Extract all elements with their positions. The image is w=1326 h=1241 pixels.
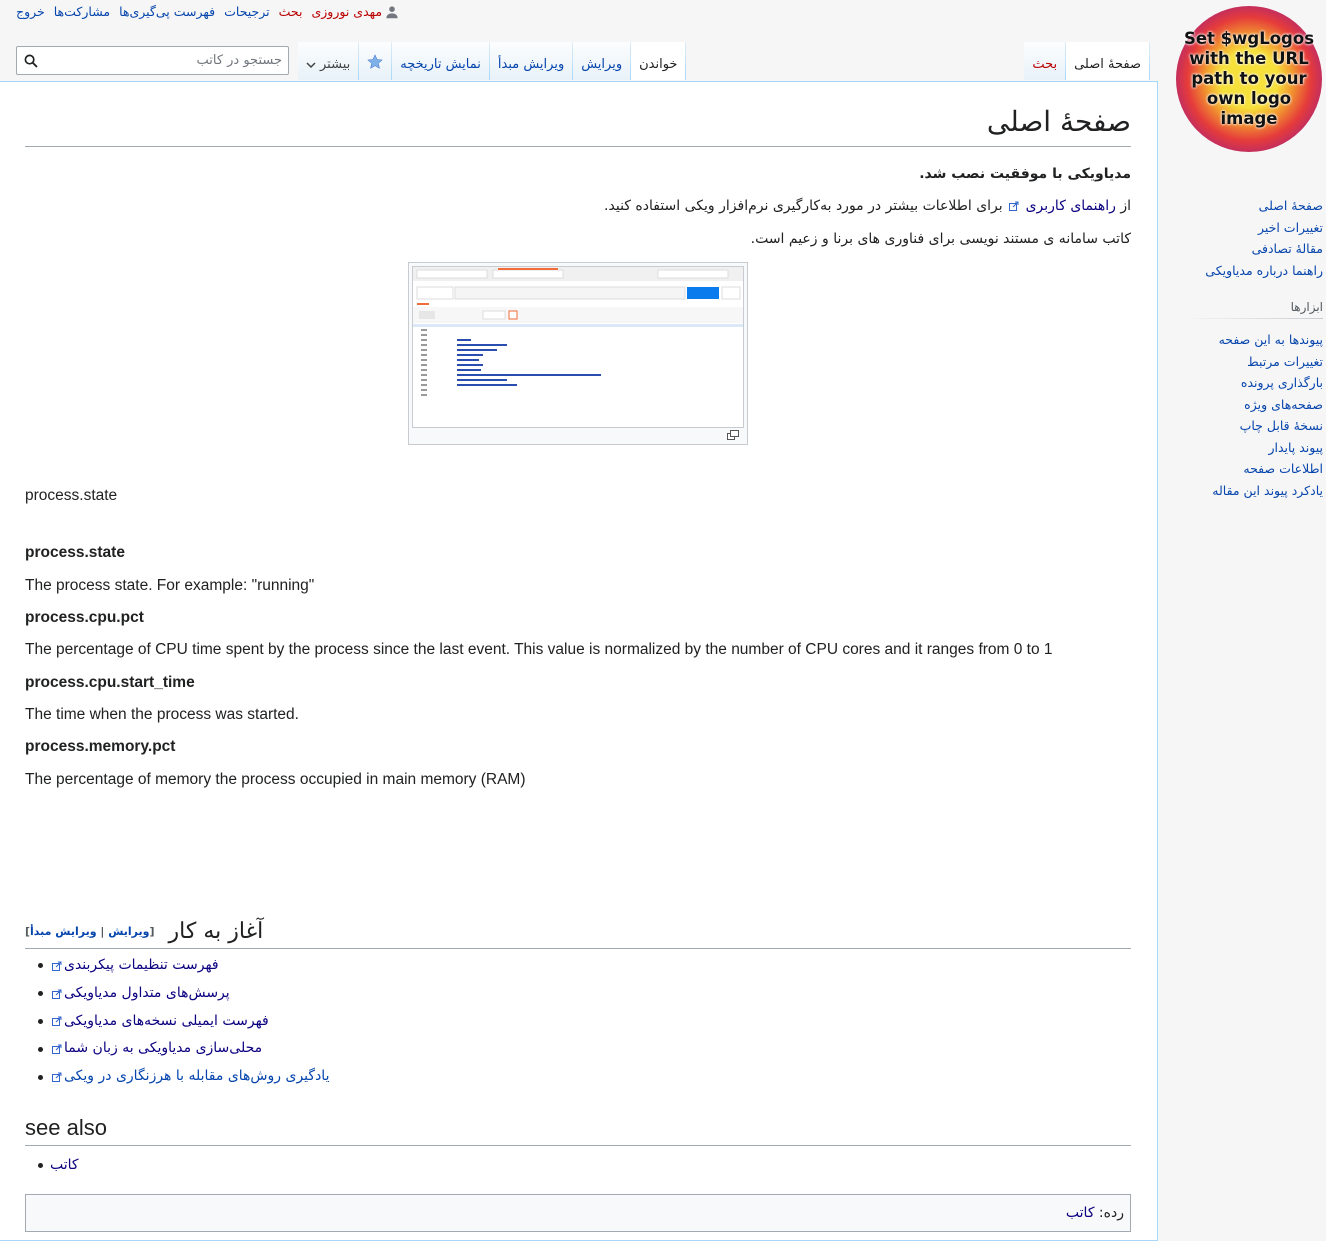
external-link-icon [52, 961, 62, 971]
page-title: صفحهٔ اصلی [25, 100, 1131, 147]
logo-text: Set $wgLogos with the URL path to your own logo image [1183, 29, 1315, 128]
bullet [38, 963, 43, 968]
search-button[interactable] [17, 47, 45, 74]
logout-link[interactable]: خروج [16, 4, 45, 19]
user-guide-link[interactable]: راهنمای کاربری [1025, 198, 1116, 214]
category-links [25, 1194, 1131, 1232]
thumbnail-graphic [413, 267, 743, 427]
tool-what-links-here[interactable]: پیوندها به این صفحه [1218, 332, 1323, 347]
search-box [16, 46, 289, 75]
list-item [38, 980, 329, 1008]
bullet [38, 1075, 43, 1080]
contributions-link[interactable]: مشارکت‌ها [53, 4, 111, 19]
sidebar-tools [1212, 329, 1323, 501]
external-link-icon [1009, 201, 1019, 211]
section-title: آغاز به کار [168, 918, 264, 944]
category-katib-link[interactable]: کاتب [1065, 1205, 1095, 1221]
external-link-icon [52, 1044, 62, 1054]
thumbnail-image [412, 266, 744, 428]
getting-started-list [38, 952, 329, 1091]
tool-upload-file[interactable]: بارگذاری پرونده [1240, 375, 1323, 390]
tool-permanent-link[interactable]: پیوند پایدار [1268, 439, 1323, 455]
sidebar [1158, 0, 1326, 1234]
sidebar-item-help[interactable]: راهنما درباره مدیاویکی [1205, 262, 1323, 278]
list-item [38, 1008, 329, 1036]
magnify-icon[interactable] [727, 430, 739, 440]
list-item [38, 952, 329, 980]
tab-history[interactable] [392, 42, 490, 80]
guide-paragraph [25, 198, 1131, 214]
more-menu-button[interactable] [298, 42, 359, 80]
bullet [38, 1047, 43, 1052]
guide-suffix: برای اطلاعات بیشتر در مورد به‌کارگیری نرم‌افزار ویکی استفاده کنید. [604, 198, 1003, 214]
tab-edit-source[interactable] [490, 42, 573, 80]
chevron-down-icon [306, 60, 316, 70]
tab-talk[interactable] [1024, 42, 1066, 80]
user-icon [385, 5, 399, 19]
field-description: The process state. For example: "running" [25, 577, 315, 594]
section-edit-links: [ویرایش | ویرایش مبدأ] [25, 924, 155, 938]
tool-special-pages[interactable]: صفحه‌های ویژه [1244, 396, 1323, 412]
field-description: The percentage of memory the process occupied in main memory (RAM) [25, 771, 526, 788]
tool-printable-version[interactable]: نسخهٔ قابل چاپ [1239, 418, 1323, 433]
katib-link[interactable]: کاتب [50, 1157, 79, 1173]
field-name: process.cpu.start_time [25, 674, 195, 691]
sidebar-item-main-page[interactable]: صفحهٔ اصلی [1258, 198, 1323, 213]
user-page-link[interactable]: مهدی نوروزی [311, 4, 383, 19]
bullet [38, 1019, 43, 1024]
external-link-icon [52, 989, 62, 999]
install-message: مدیاویکی با موفقیت نصب شد. [919, 166, 1131, 182]
section-edit-source-link[interactable]: ویرایش مبدأ [30, 924, 97, 938]
watch-star-button[interactable] [359, 42, 392, 80]
katib-description: کاتب سامانه ی مستند نویسی برای فناوری های برنا و زعیم است. [750, 231, 1131, 247]
tab-talk-label: بحث [1032, 57, 1058, 72]
list-item [38, 1152, 79, 1180]
field-name: process.state [25, 544, 125, 561]
tool-related-changes[interactable]: تغییرات مرتبط [1247, 353, 1323, 369]
bullet [38, 991, 43, 996]
user-talk-link[interactable]: بحث [278, 4, 303, 19]
more-label: بیشتر [320, 57, 351, 72]
tab-read-label: خواندن [639, 57, 678, 72]
sidebar-item-random-page[interactable]: مقالهٔ تصادفی [1251, 241, 1323, 256]
see-also-list [38, 1152, 79, 1180]
tab-history-label: نمایش تاریخچه [400, 57, 481, 72]
field-description: The percentage of CPU time spent by the process since the last event. This value is normalized by the number of CPU cores and it ranges from 0 to 1 [25, 641, 1053, 658]
tab-edit-source-label: ویرایش مبدأ [497, 57, 565, 72]
process-state-text: process.state [25, 487, 118, 504]
star-icon [367, 54, 383, 70]
tool-page-information[interactable]: اطلاعات صفحه [1243, 461, 1323, 476]
list-item [38, 1063, 329, 1091]
screenshot-thumbnail[interactable] [408, 262, 748, 445]
bullet [38, 1163, 43, 1168]
section-heading-see-also: see also [25, 1112, 1131, 1146]
category-label: رده [1103, 1205, 1124, 1221]
tab-main-page[interactable] [1066, 42, 1150, 80]
combat-spam-link[interactable]: یادگیری روش‌های مقابله با هرزنگاری در ویکی [64, 1068, 330, 1085]
tab-edit[interactable] [573, 42, 631, 80]
mailing-list-link[interactable]: فهرست ایمیلی نسخه‌های مدیاویکی [64, 1012, 269, 1029]
search-input[interactable] [45, 47, 288, 74]
tab-main-page-label: صفحهٔ اصلی [1074, 57, 1141, 72]
faq-link[interactable]: پرسش‌های متداول مدیاویکی [64, 984, 230, 1001]
config-settings-link[interactable]: فهرست تنظیمات پیکربندی [64, 957, 219, 973]
sidebar-item-recent-changes[interactable]: تغییرات اخیر [1257, 219, 1323, 235]
sidebar-navigation [1205, 195, 1323, 281]
search-icon [24, 54, 38, 68]
personal-tools [16, 4, 399, 19]
content-area [0, 81, 1158, 1241]
site-logo[interactable] [1176, 6, 1322, 152]
namespace-tabs [1024, 42, 1150, 82]
category-colon: : [1094, 1205, 1104, 1221]
field-name: process.cpu.pct [25, 609, 144, 626]
guide-prefix: از [1120, 198, 1131, 214]
tab-read[interactable] [631, 42, 686, 80]
preferences-link[interactable]: ترجیحات [224, 4, 270, 19]
external-link-icon [52, 1072, 62, 1082]
tools-heading: ابزارها [1183, 300, 1323, 319]
localisation-link[interactable]: محلی‌سازی مدیاویکی به زبان شما [64, 1040, 263, 1057]
tab-edit-label: ویرایش [581, 57, 623, 72]
section-heading-getting-started [25, 914, 1131, 949]
list-item [38, 1035, 329, 1063]
tool-cite-this-page[interactable]: یادکرد پیوند این مقاله [1212, 482, 1323, 498]
view-tabs [298, 42, 686, 82]
section-edit-link[interactable]: ویرایش [108, 924, 150, 938]
user-menu[interactable] [311, 4, 399, 19]
field-name: process.memory.pct [25, 738, 176, 755]
watchlist-link[interactable]: فهرست پی‌گیری‌ها [119, 4, 216, 19]
field-description: The time when the process was started. [25, 706, 299, 723]
external-link-icon [52, 1016, 62, 1026]
